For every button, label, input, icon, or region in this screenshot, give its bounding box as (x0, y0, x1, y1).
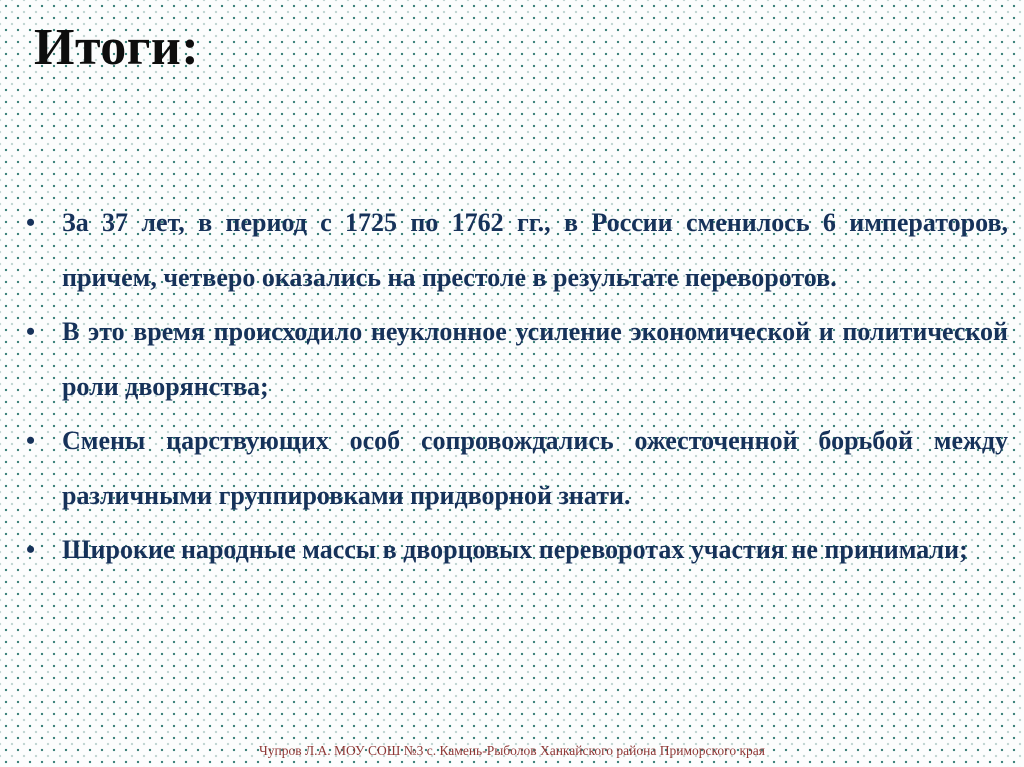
bullet-text-court-struggle: Смены царствующих особ сопровождались ожесточенной борьбой между различными группировками придворной знати. (62, 426, 1008, 510)
bullet-text-masses: Широкие народные массы в дворцовых переворотах участия не принимали; (62, 535, 968, 564)
list-item (26, 523, 1010, 578)
footer-credit: Чупров Л.А. МОУ СОШ №3 с. Камень-Рыболов Ханкайского района Приморского края (259, 743, 765, 758)
list-item (26, 414, 1010, 523)
slide-title: Итоги: (34, 19, 200, 76)
bullet-marker-icon: • (26, 317, 36, 346)
list-item (26, 196, 1010, 305)
bullet-text-nobility-role: В это время происходило неуклонное усиление экономической и политической роли дворянства; (62, 317, 1008, 401)
bullet-text-emperors: За 37 лет, в период с 1725 по 1762 гг., в России сменилось 6 императоров, причем, четверо оказались на престоле в результате переворотов. (62, 208, 1008, 292)
bullet-marker-icon: • (26, 535, 36, 564)
bullet-marker-icon: • (26, 208, 36, 237)
bullet-marker-icon: • (26, 426, 36, 455)
list-item (26, 305, 1010, 414)
bullet-list (26, 196, 1010, 578)
